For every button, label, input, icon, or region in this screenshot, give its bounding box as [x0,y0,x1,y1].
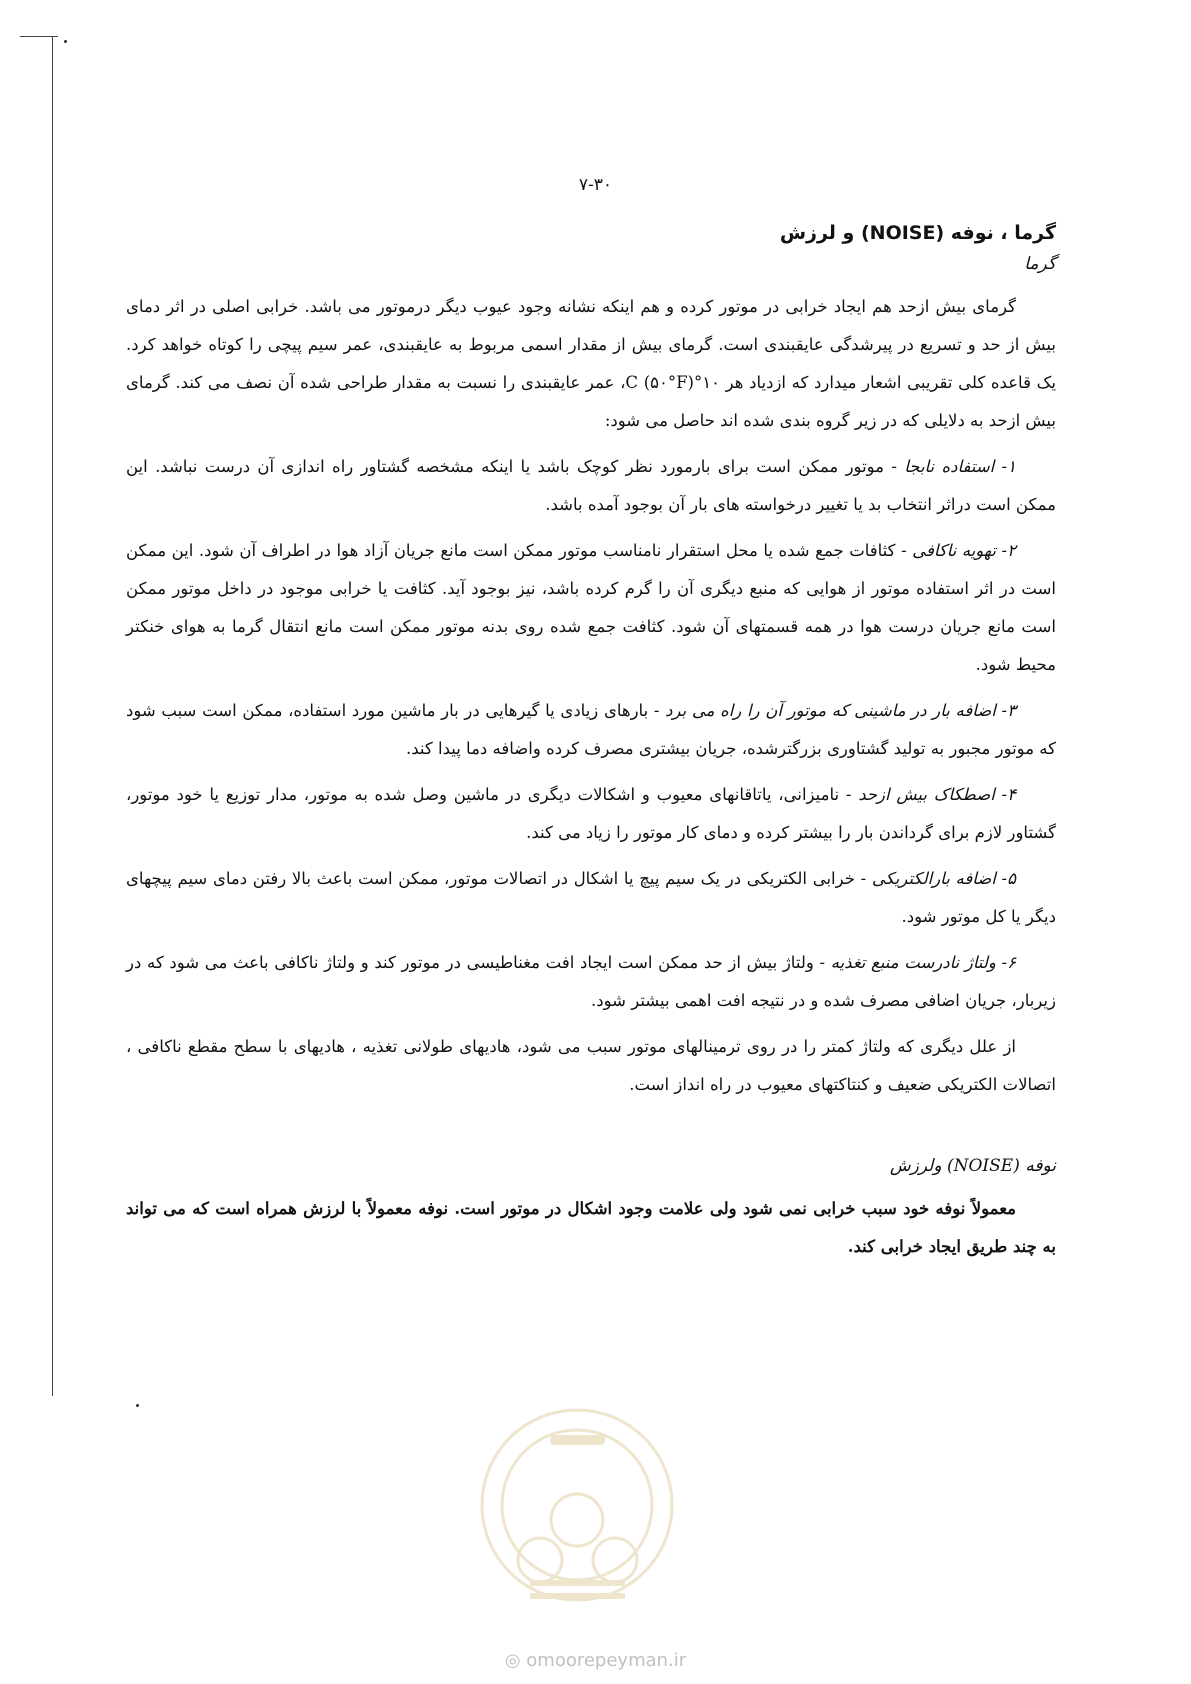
item-title: ۶- ولتاژ نادرست منبع تغذیه - [819,953,1016,972]
heat-intro-paragraph: گرمای بیش ازحد هم ایجاد خرابی در موتور کرده و هم اینکه نشانه وجود عیوب دیگر درموتور می باشد. خرابی اصلی در اثر دمای بیش از حد و تسریع در پیرشدگی عایقبندی است. گرمای بیش از مقدار اسمی مربوط به عایقبندی، عمر سیم پیچی را کوتاه خواهد کرد. یک قاعده کلی تقریبی اشعار میدارد که ازدیاد هر ۱۰°C (۵۰°F)، عمر عایقبندی را نسبت به مقدار طراحی شده آن نصف می کند. گرمای بیش ازحد به دلایلی که در زیر گروه بندی شده اند حاصل می شود: [126,297,1056,430]
item-text: خرابی الکتریکی در یک سیم پیچ یا اشکال در اتصالات موتور، ممکن است باعث بالا رفتن دمای سیم پیچهای دیگر یا کل موتور شود. [126,869,1056,926]
heat-item-1 [126,448,1056,524]
document-body [126,222,1056,1274]
item-title: ۵- اضافه بارالکتریکی - [860,869,1016,888]
heat-item-5 [126,860,1056,936]
item-text: بارهای زیادی یا گیرهایی در بار ماشین مورد استفاده، ممکن است سبب شود که موتور مجبور به تولید گشتاوری بزرگترشده، جریان بیشتری مصرف کرده واضافه دما پیدا کند. [126,701,1056,758]
item-title: ۳- اضافه بار در ماشینی که موتور آن را راه می برد - [653,701,1017,720]
item-text: موتور ممکن است برای بارمورد نظر کوچک باشد یا اینکه مشخصه گشتاور راه اندازی آن درست نباشد. این ممکن است دراثر انتخاب بد یا تغییر درخواسته های بار آن بوجود آمده باشد. [126,457,1056,514]
heat-item-3 [126,692,1056,768]
heat-closing-paragraph: از علل دیگری که ولتاژ کمتر را در روی ترمینالهای موتور سبب می شود، هادیهای طولانی تغذیه ، هادیهای با سطح مقطع ناکافی ، اتصالات الکتریکی ضعیف و کنتاکتهای معیوب در راه انداز است. [126,1037,1056,1094]
margin-dot [64,40,67,43]
watermark-url-text: omoorepeyman.ir [526,1650,687,1671]
watermark-icon: ◎ [504,1650,521,1671]
heat-item-4 [126,776,1056,852]
margin-line [52,36,53,1396]
item-text: کثافات جمع شده یا محل استقرار نامناسب موتور ممکن است مانع جریان آزاد هوا در اطراف آن شود. این ممکن است در اثر استفاده موتور از هوایی که منبع دیگری آن را گرم کرده باشد، نیز بوجود آید. کثافت یا خرابی موجود در داخل موتور ممکن است مانع جریان درست هوا در همه قسمتهای آن شود. کثافت جمع شده روی بدنه موتور ممکن است مانع انتقال گرما به هوای خنکتر محیط شود. [126,541,1056,674]
heat-item-2 [126,532,1056,684]
stray-dot [136,1404,139,1407]
watermark-seal-logo [470,1395,685,1625]
heat-item-6 [126,944,1056,1020]
page-number: ۷-۳۰ [578,175,613,195]
page-heading: گرما ، نوفه (NOISE) و لرزش [779,222,1056,244]
item-text: ولتاژ بیش از حد ممکن است ایجاد افت مغناطیسی در موتور کند و ولتاژ ناکافی باعث می شود که در زیربار، جریان اضافی مصرف شده و در نتیجه افت اهمی بیشتر شود. [126,953,1056,1010]
section-heat-title: گرما [1024,254,1056,274]
noise-paragraph: معمولاً نوفه خود سبب خرابی نمی شود ولی علامت وجود اشکال در موتور است. نوفه معمولاً با لرزش همراه است که می تواند به چند طریق ایجاد خرابی کند. [126,1199,1056,1256]
watermark-url [0,1650,1191,1671]
section-noise-title: نوفه (NOISE) ولرزش [889,1156,1056,1176]
item-text: نامیزانی، یاتاقانهای معیوب و اشکالات دیگری در ماشین وصل شده به موتور، مدار توزیع یا خود موتور، گشتاور لازم برای گرداندن بار را بیشتر کرده و دمای کار موتور را زیاد می کند. [126,785,1056,842]
item-title: ۱- استفاده نابجا - [891,457,1017,476]
item-title: ۲- تهویه ناکافی - [901,541,1017,560]
item-title: ۴- اصطکاک بیش ازحد - [845,785,1017,804]
